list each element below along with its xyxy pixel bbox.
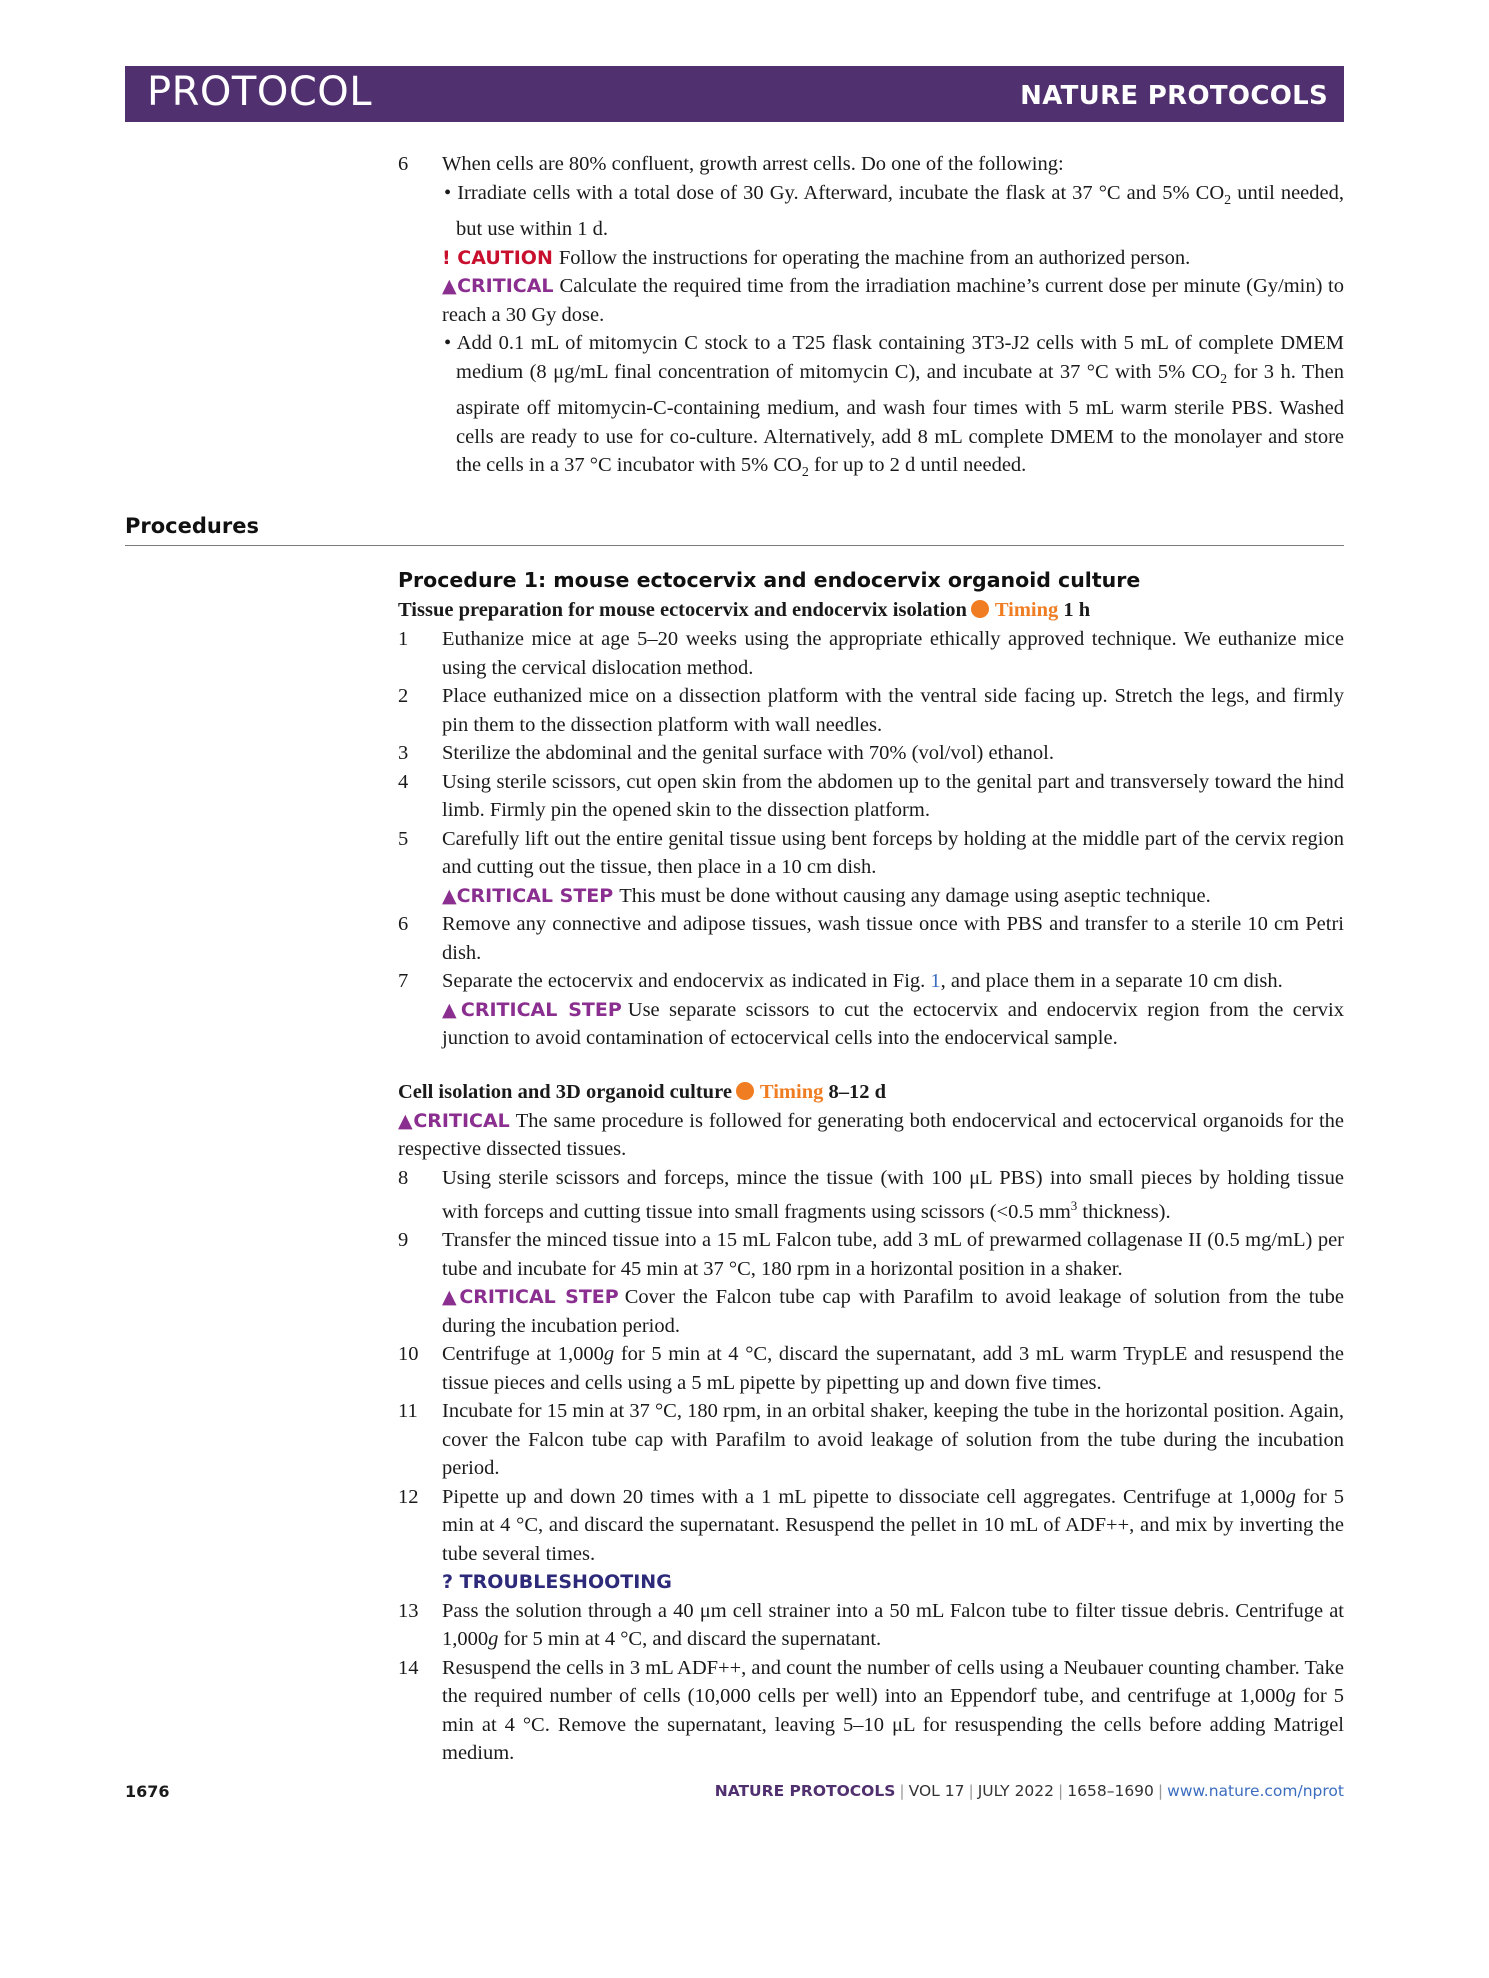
- page-header: [125, 66, 1344, 122]
- step-1: [398, 625, 1344, 682]
- timing-dot-icon: [736, 1082, 754, 1100]
- step-number: 2: [398, 685, 409, 707]
- step-14: 14 Resuspend the cells in 3 mL ADF++, and count the number of cells using a Neubauer counting chamber. Take the required number of cells (10,000 cells per well) into an Eppendorf tube, and centrifuge at 1,000g for 5 min at 4 °C. Remove the supernatant, leaving 5–10 μL for resuspending the cells before adding Matrigel medium.: [398, 1656, 1344, 1765]
- journal-url-link[interactable]: www.nature.com/nprot: [1167, 1782, 1344, 1800]
- critical-step-7: ▲CRITICAL STEP Use separate scissors to cut the ectocervix and endocervix region from the cervix junction to avoid contamination of ectocervical cells into the endocervical sample.: [442, 998, 1344, 1049]
- step-7: 7 Separate the ectocervix and endocervix as indicated in Fig. 1, and place them in a separate 10 cm dish.: [398, 970, 1283, 992]
- section-procedures-heading: Procedures: [125, 514, 259, 538]
- step-text: Place euthanized mice on a dissection platform with the ventral side facing up. Stretch the legs, and firmly pin them to the dissection platform with wall needles.: [442, 685, 1344, 736]
- subheading-cell-isolation: Cell isolation and 3D organoid culture Timing 8–12 d: [398, 1080, 886, 1103]
- step-12: 12 Pipette up and down 20 times with a 1 mL pipette to dissociate cell aggregates. Centrifuge at 1,000g for 5 min at 4 °C, and discard the supernatant. Resuspend the pellet in 10 mL of ADF++, and mix by inverting the tube several times.: [398, 1485, 1344, 1565]
- footer-citation: NATURE PROTOCOLS | VOL 17 | JULY 2022 | 1658–1690 | www.nature.com/nprot: [714, 1782, 1344, 1800]
- step-text: Euthanize mice at age 5–20 weeks using the appropriate ethically approved technique. We euthanize mice using the cervical dislocation method.: [442, 628, 1344, 679]
- caution-note: ! CAUTION Follow the instructions for operating the machine from an authorized person.: [442, 246, 1191, 269]
- header-protocol-label: PROTOCOL: [147, 69, 373, 115]
- step-3: [398, 739, 1344, 768]
- procedure-1-block: [398, 565, 1344, 1768]
- critical-step-5: ▲CRITICAL STEP This must be done without causing any damage using aseptic technique.: [442, 884, 1211, 907]
- header-journal-name: NATURE PROTOCOLS: [1020, 81, 1328, 111]
- step-text: Sterilize the abdominal and the genital surface with 70% (vol/vol) ethanol.: [442, 742, 1054, 764]
- step-9: 9 Transfer the minced tissue into a 15 mL Falcon tube, add 3 mL of prewarmed collagenase II (0.5 mg/mL) per tube and incubate for 45 min at 37 °C, 180 rpm in a horizontal position in a shaker.: [398, 1229, 1344, 1280]
- step-10: 10 Centrifuge at 1,000g for 5 min at 4 °C, discard the supernatant, add 3 mL warm TrypLE and resuspend the tissue pieces and cells using a 5 mL pipette by pipetting up and down five times.: [398, 1343, 1344, 1394]
- critical-intro: ▲CRITICAL The same procedure is followed for generating both endocervical and ectocervical organoids for the respective dissected tissues.: [398, 1109, 1345, 1160]
- step-6-growth-arrest: [398, 150, 1344, 179]
- step-2: [398, 682, 1344, 739]
- step-text: Using sterile scissors, cut open skin from the abdomen up to the genital part and transversely toward the hind limb. Firmly pin the opened skin to the dissection platform.: [442, 770, 1344, 821]
- procedure-title: Procedure 1: mouse ectocervix and endocervix organoid culture: [398, 568, 1141, 592]
- step-13: 13 Pass the solution through a 40 μm cell strainer into a 50 mL Falcon tube to filter tissue debris. Centrifuge at 1,000g for 5 min at 4 °C, and discard the supernatant.: [398, 1599, 1344, 1651]
- step-5: [398, 825, 1344, 882]
- step-text: When cells are 80% confluent, growth arrest cells. Do one of the following:: [442, 153, 1064, 175]
- step-11: 11 Incubate for 15 min at 37 °C, 180 rpm, in an orbital shaker, keeping the tube in the horizontal position. Again, cover the Falcon tube cap with Parafilm to avoid leakage of solution from the tube during the incubation period.: [398, 1400, 1344, 1480]
- subheading-tissue-prep: Tissue preparation for mouse ectocervix and endocervix isolation Timing 1 h: [398, 599, 1091, 621]
- page-number: 1676: [125, 1782, 170, 1801]
- critical-label: ▲CRITICAL: [442, 275, 554, 298]
- step-number: 1: [398, 628, 409, 650]
- step-number: 6: [398, 153, 409, 175]
- critical-note: ▲CRITICAL Calculate the required time from the irradiation machine’s current dose per minute (Gy/min) to reach a 30 Gy dose.: [442, 275, 1344, 326]
- figure-link[interactable]: 1: [930, 970, 941, 992]
- bullet-mitomycin: • Add 0.1 mL of mitomycin C stock to a T25 flask containing 3T3-J2 cells with 5 mL of complete DMEM medium (8 μg/mL final concentration of mitomycin C), and incubate at 37 °C with 5% $CO_2$ for 3 h. Then aspirate off mitomycin-C-containing medium, and wash four times with 5 mL warm sterile PBS. Washed cells are ready to use for co-culture. Alternatively, add 8 mL complete DMEM to the monolayer and store the cells in a 37 °C incubator with 5% $CO_2$ for up to 2 d until needed.: [444, 332, 1345, 481]
- step-6: 6 Remove any connective and adipose tissues, wash tissue once with PBS and transfer to a sterile 10 cm Petri dish.: [398, 913, 1344, 964]
- troubleshooting-link[interactable]: ? TROUBLESHOOTING: [442, 1571, 672, 1594]
- step-number: 4: [398, 770, 409, 793]
- step-number: 5: [398, 827, 409, 850]
- intro-block: [398, 150, 1344, 488]
- step-8: 8 Using sterile scissors and forceps, mince the tissue (with 100 μL PBS) into small pieces by holding tissue with forceps and cutting tissue into small fragments using scissors (<0.5 $mm^3$ thickness).: [398, 1166, 1344, 1223]
- timing-dot-icon: [971, 600, 989, 618]
- step-number: 3: [398, 742, 409, 764]
- caution-label: ! CAUTION: [442, 246, 553, 269]
- bullet-irradiate: • Irradiate cells with a total dose of 30 Gy. Afterward, incubate the flask at 37 °C and 5% $CO_2$ until needed, but use within 1 d.: [444, 181, 1345, 241]
- step-4: [398, 768, 1344, 825]
- section-divider: [125, 545, 1344, 546]
- critical-step-9: ▲CRITICAL STEP Cover the Falcon tube cap with Parafilm to avoid leakage of solution from the tube during the incubation period.: [442, 1286, 1344, 1337]
- step-text: Carefully lift out the entire genital tissue using bent forceps by holding at the middle part of the cervix region and cutting out the tissue, then place in a 10 cm dish.: [442, 827, 1344, 878]
